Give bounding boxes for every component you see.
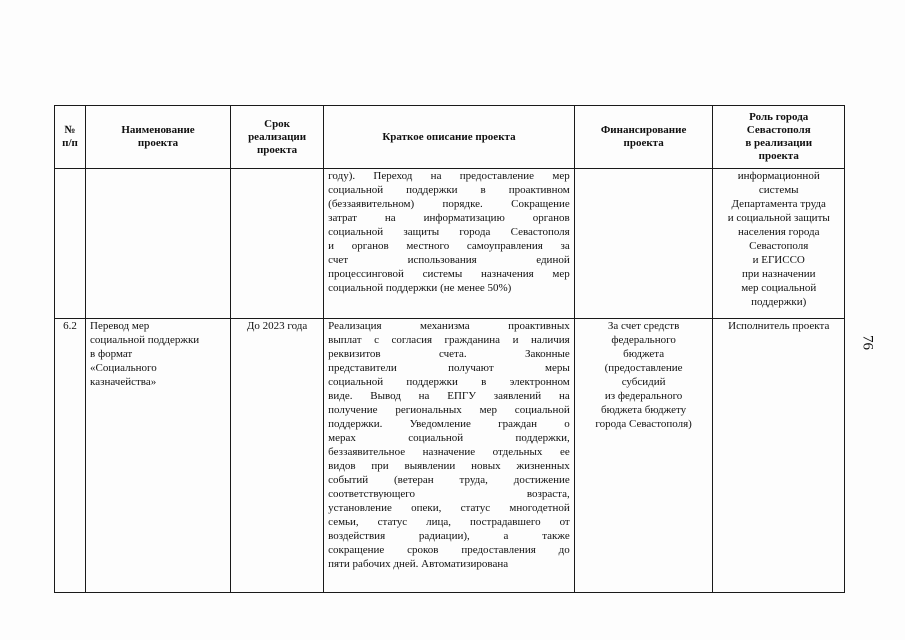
text-line: города Севастополя) xyxy=(595,418,692,430)
text-line: казначейства» xyxy=(90,376,157,388)
header-number-text-2: п/п xyxy=(62,137,78,149)
header-term-l1: Срок xyxy=(264,117,291,130)
text-line: системы xyxy=(758,184,799,196)
text-line: и социальной защиты xyxy=(727,212,830,224)
text-line: из федерального xyxy=(604,390,683,402)
text-line: году). Переход на предоставление мер xyxy=(328,170,570,182)
text-line: получение региональных мер социальной xyxy=(328,404,570,416)
text-line: социальной защиты города Севастополя xyxy=(328,226,570,238)
header-project-name-l1: Наименование xyxy=(121,124,195,136)
header-number xyxy=(55,106,86,169)
header-term xyxy=(231,106,324,169)
text-line: социальной поддержки (не менее 50%) xyxy=(328,282,512,294)
header-role xyxy=(713,106,845,169)
cell-description xyxy=(324,319,575,593)
cell-number xyxy=(55,169,86,319)
header-financing-l1: Финансирование xyxy=(600,124,687,136)
text-line: социальной поддержки в электронном xyxy=(328,376,570,388)
text-line: и органов местного самоуправления за xyxy=(328,240,570,252)
text-line: реквизитов счета. Законные xyxy=(328,348,570,360)
text-line: видов при выявлении новых жизненных xyxy=(328,460,570,472)
text-line: Севастополя xyxy=(749,240,809,252)
text-line: счет использования единой xyxy=(328,254,570,266)
text-line: пяти рабочих дней. Автоматизирована xyxy=(328,558,509,570)
text-line: событий (ветеран труда, достижение xyxy=(328,474,570,486)
header-financing xyxy=(574,106,713,169)
text-line: За счет средств xyxy=(607,320,680,332)
page-number: 76 xyxy=(859,335,876,350)
cell-project-name xyxy=(86,169,231,319)
text-line: социальной поддержки в проактивном xyxy=(328,184,570,196)
text-line: и ЕГИССО xyxy=(752,254,805,266)
text-line: (беззаявительном) порядке. Сокращение xyxy=(328,198,570,210)
header-role-l4: проекта xyxy=(758,150,799,162)
header-description: Краткое описание проекта xyxy=(324,106,575,169)
text-line: соответствующего возраста, xyxy=(328,488,570,500)
text-line: беззаявительное назначение отдельных ее xyxy=(328,446,570,458)
text-line: мер социальной xyxy=(741,282,817,294)
header-role-l1: Роль города xyxy=(749,111,809,123)
text-line: Реализация механизма проактивных xyxy=(328,320,570,332)
cell-description xyxy=(324,169,575,319)
header-number-text: № xyxy=(64,124,76,136)
text-line: виде. Вывод на ЕПГУ заявлений на xyxy=(328,390,570,402)
table-row xyxy=(55,169,845,319)
text-line: информационной xyxy=(737,170,820,182)
header-project-name-l2: проекта xyxy=(137,137,179,149)
text-line: установление опеки, статус многодетной xyxy=(328,502,570,514)
text-line: воздействия радиации), а также xyxy=(328,530,570,542)
text-line: федерального xyxy=(611,334,676,346)
text-line: бюджета xyxy=(623,348,665,360)
header-financing-l2: проекта xyxy=(623,137,664,149)
text-line: Перевод мер xyxy=(90,320,150,332)
cell-financing xyxy=(574,319,713,593)
text-line: субсидий xyxy=(621,376,666,388)
header-role-l3: в реализации xyxy=(745,137,813,149)
table-row xyxy=(55,319,845,593)
header-role-l2: Севастополя xyxy=(746,124,811,136)
text-line: представители получают меры xyxy=(328,362,570,374)
text-line: процессинговой системы назначения мер xyxy=(328,268,570,280)
cell-role: Исполнитель проекта xyxy=(713,319,845,593)
text-line: в формат xyxy=(90,348,133,360)
text-line: выплат с согласия гражданина и наличия xyxy=(328,334,570,346)
text-line: поддержки. Уведомление граждан о xyxy=(328,418,570,430)
cell-financing xyxy=(574,169,713,319)
text-line: сокращение сроков предоставления до xyxy=(328,544,570,556)
cell-term: До 2023 года xyxy=(231,319,324,593)
header-term-l3: проекта xyxy=(256,143,298,156)
cell-number: 6.2 xyxy=(55,319,86,593)
text-line: населения города xyxy=(737,226,820,238)
text-line: поддержки) xyxy=(751,296,807,308)
projects-table xyxy=(54,105,845,593)
text-line: «Социального xyxy=(90,362,157,374)
text-line: (предоставление xyxy=(604,362,683,374)
text-line: семьи, статус лица, пострадавшего от xyxy=(328,516,570,528)
cell-term xyxy=(231,169,324,319)
cell-role xyxy=(713,169,845,319)
cell-project-name xyxy=(86,319,231,593)
table-header-row xyxy=(55,106,845,169)
text-line: при назначении xyxy=(741,268,816,280)
text-line: затрат на информатизацию органов xyxy=(328,212,570,224)
text-line: Департамента труда xyxy=(731,198,826,210)
text-line: социальной поддержки xyxy=(90,334,200,346)
text-line: бюджета бюджету xyxy=(601,404,687,416)
header-term-l2: реализации xyxy=(248,130,307,143)
text-line: мерах социальной поддержки, xyxy=(328,432,570,444)
header-project-name xyxy=(86,106,231,169)
